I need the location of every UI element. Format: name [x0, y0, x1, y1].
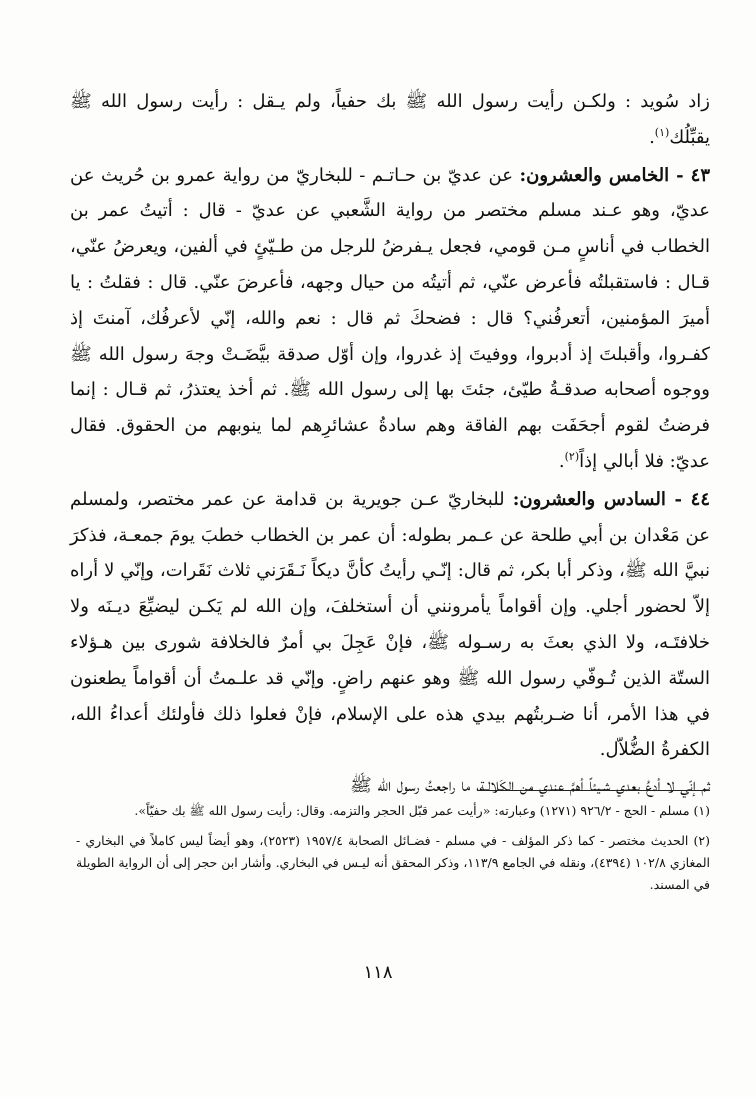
paragraph-end: . — [558, 450, 565, 472]
paragraph-body: زاد سُويد : ولكـن رأيت رسول الله ﷺ بك حفياً، ولم يـقل : رأيت رسول الله ﷺ يقبِّلُك — [70, 91, 710, 148]
paragraph-heading: ٤٤ - السادس والعشرون: — [512, 488, 710, 510]
footnote-2: (٢) الحديث مختصر - كما ذكر المؤلف - في مسلم - فضـائل الصحابة ١٩٥٧/٤ (٢٥٢٣)، وهو أيضاً ليس كاملاً في البخاري - المغازي ١٠٢/٨ (٤٣٩٤)، ونقله في الجامع ١١٣/٩، وذكر المحقق أنه ليـس في البخاري. وأشار ابن حجر إلى أن الرواية الطويلة في المسند. — [76, 833, 711, 892]
paragraph-4 — [70, 768, 710, 804]
paragraph-body: للبخاريّ عـن جويرية بن قدامة عن عمر مختصر، ولمسلم عن مَعْدان بن أبي طلحة عن عـمر بطوله: أن عمر بن الخطاب خطبَ يومَ جمعـة، فذكرَ نبيَّ الله ﷺ، وذكر أبا بكر، ثم قال: إنّـي رأيتُ كأنَّ ديكاً نَـقَرَني ثلاث نَقَرات، وإنّي لا أراه إلاّ لحضور أجلي. وإن أقواماً يأمرونني أن أستخلفَ، وإن الله لم يَكـن ليضيِّعَ ديـنَه ولا خلافتَـه، ولا الذي بعثَ به رسـوله ﷺ، فإنْ عَجِلَ بي أمرٌ فالخلافة شورى بين هـؤلاء الستّة الذين تُـوفّي رسول الله ﷺ وهو عنهم راضٍ. وإنّي قد علـمتُ أن أقواماً يطعنون في هذا الأمر، أنا ضـربتُهم بيدي هذه على الإسلام، فإنْ فعلوا ذلك فأولئك أعداءُ الله، الكفرةُ الضُّلاّل. — [70, 488, 710, 761]
footnote-ref-2[interactable]: (٢) — [564, 449, 580, 463]
paragraph-body: ثم إنّي لا أدعُ بعدي شـيئاً أهمَّ عندي من الكَلالـة، ما راجعتُ رسول الله ﷺ — [350, 775, 710, 797]
page-number: ١١٨ — [363, 962, 393, 983]
paragraph-end: . — [649, 126, 655, 148]
paragraph-heading: ٤٣ - الخامس والعشرون: — [519, 164, 710, 186]
paragraph-1 — [70, 84, 710, 156]
paragraph-body: عن عديّ بن حـاتـم - للبخاريّ من رواية عمرو بن حُريث عن عديّ، وهو عـند مسلم مختصر من رواية الشَّعبي عن عديّ - قال : أتيتُ عمر بن الخطاب في أناسٍ مـن قومي، فجعل يـفرضُ للرجل من طـيّئٍ في ألفين، ويعرضُ عنّي، قـال : فاستقبلتُه فأعرض عنّي، ثم أتيتُه من حيال وجهه، فأعرضَ عنّي. قال : فقلتُ : يا أميرَ المؤمنين، أتعرفُني؟ قال : فضحكَ ثم قال : نعم والله، إنّي لأعرفُك، آمنتَ إذ كفـروا، وأقبلتَ إذ أدبروا، ووفيتَ إذ غدروا، وإن أوّل صدقة بيَّضَـتْ وجهَ رسول الله ﷺ ووجوه أصحابه صدقـةُ طيّئ، جئتَ بها إلى رسول الله ﷺ. ثم أخذ يعتذرُ، ثم قـال : إنما فرضتُ لقوم أجحَفَت بهم الفاقة وهم سادةُ عشائرِهم لما ينوبهم من الحقوق. فقال عديّ: فلا أبالي إذاً — [70, 164, 710, 472]
paragraph-2 — [70, 158, 710, 480]
footnote-1: (١) مسلم - الحج - ٩٢٦/٢ (١٢٧١) وعبارته: «رأيت عمر قبّل الحجر والتزمه. وقال: رأيت رسول الله ﷺ بك حفيّاً». — [134, 803, 710, 818]
footnotes — [76, 800, 710, 904]
footnote-ref-1[interactable]: (١) — [654, 125, 670, 139]
footnote-divider — [478, 790, 710, 791]
main-text — [70, 84, 710, 804]
paragraph-3 — [70, 482, 710, 768]
